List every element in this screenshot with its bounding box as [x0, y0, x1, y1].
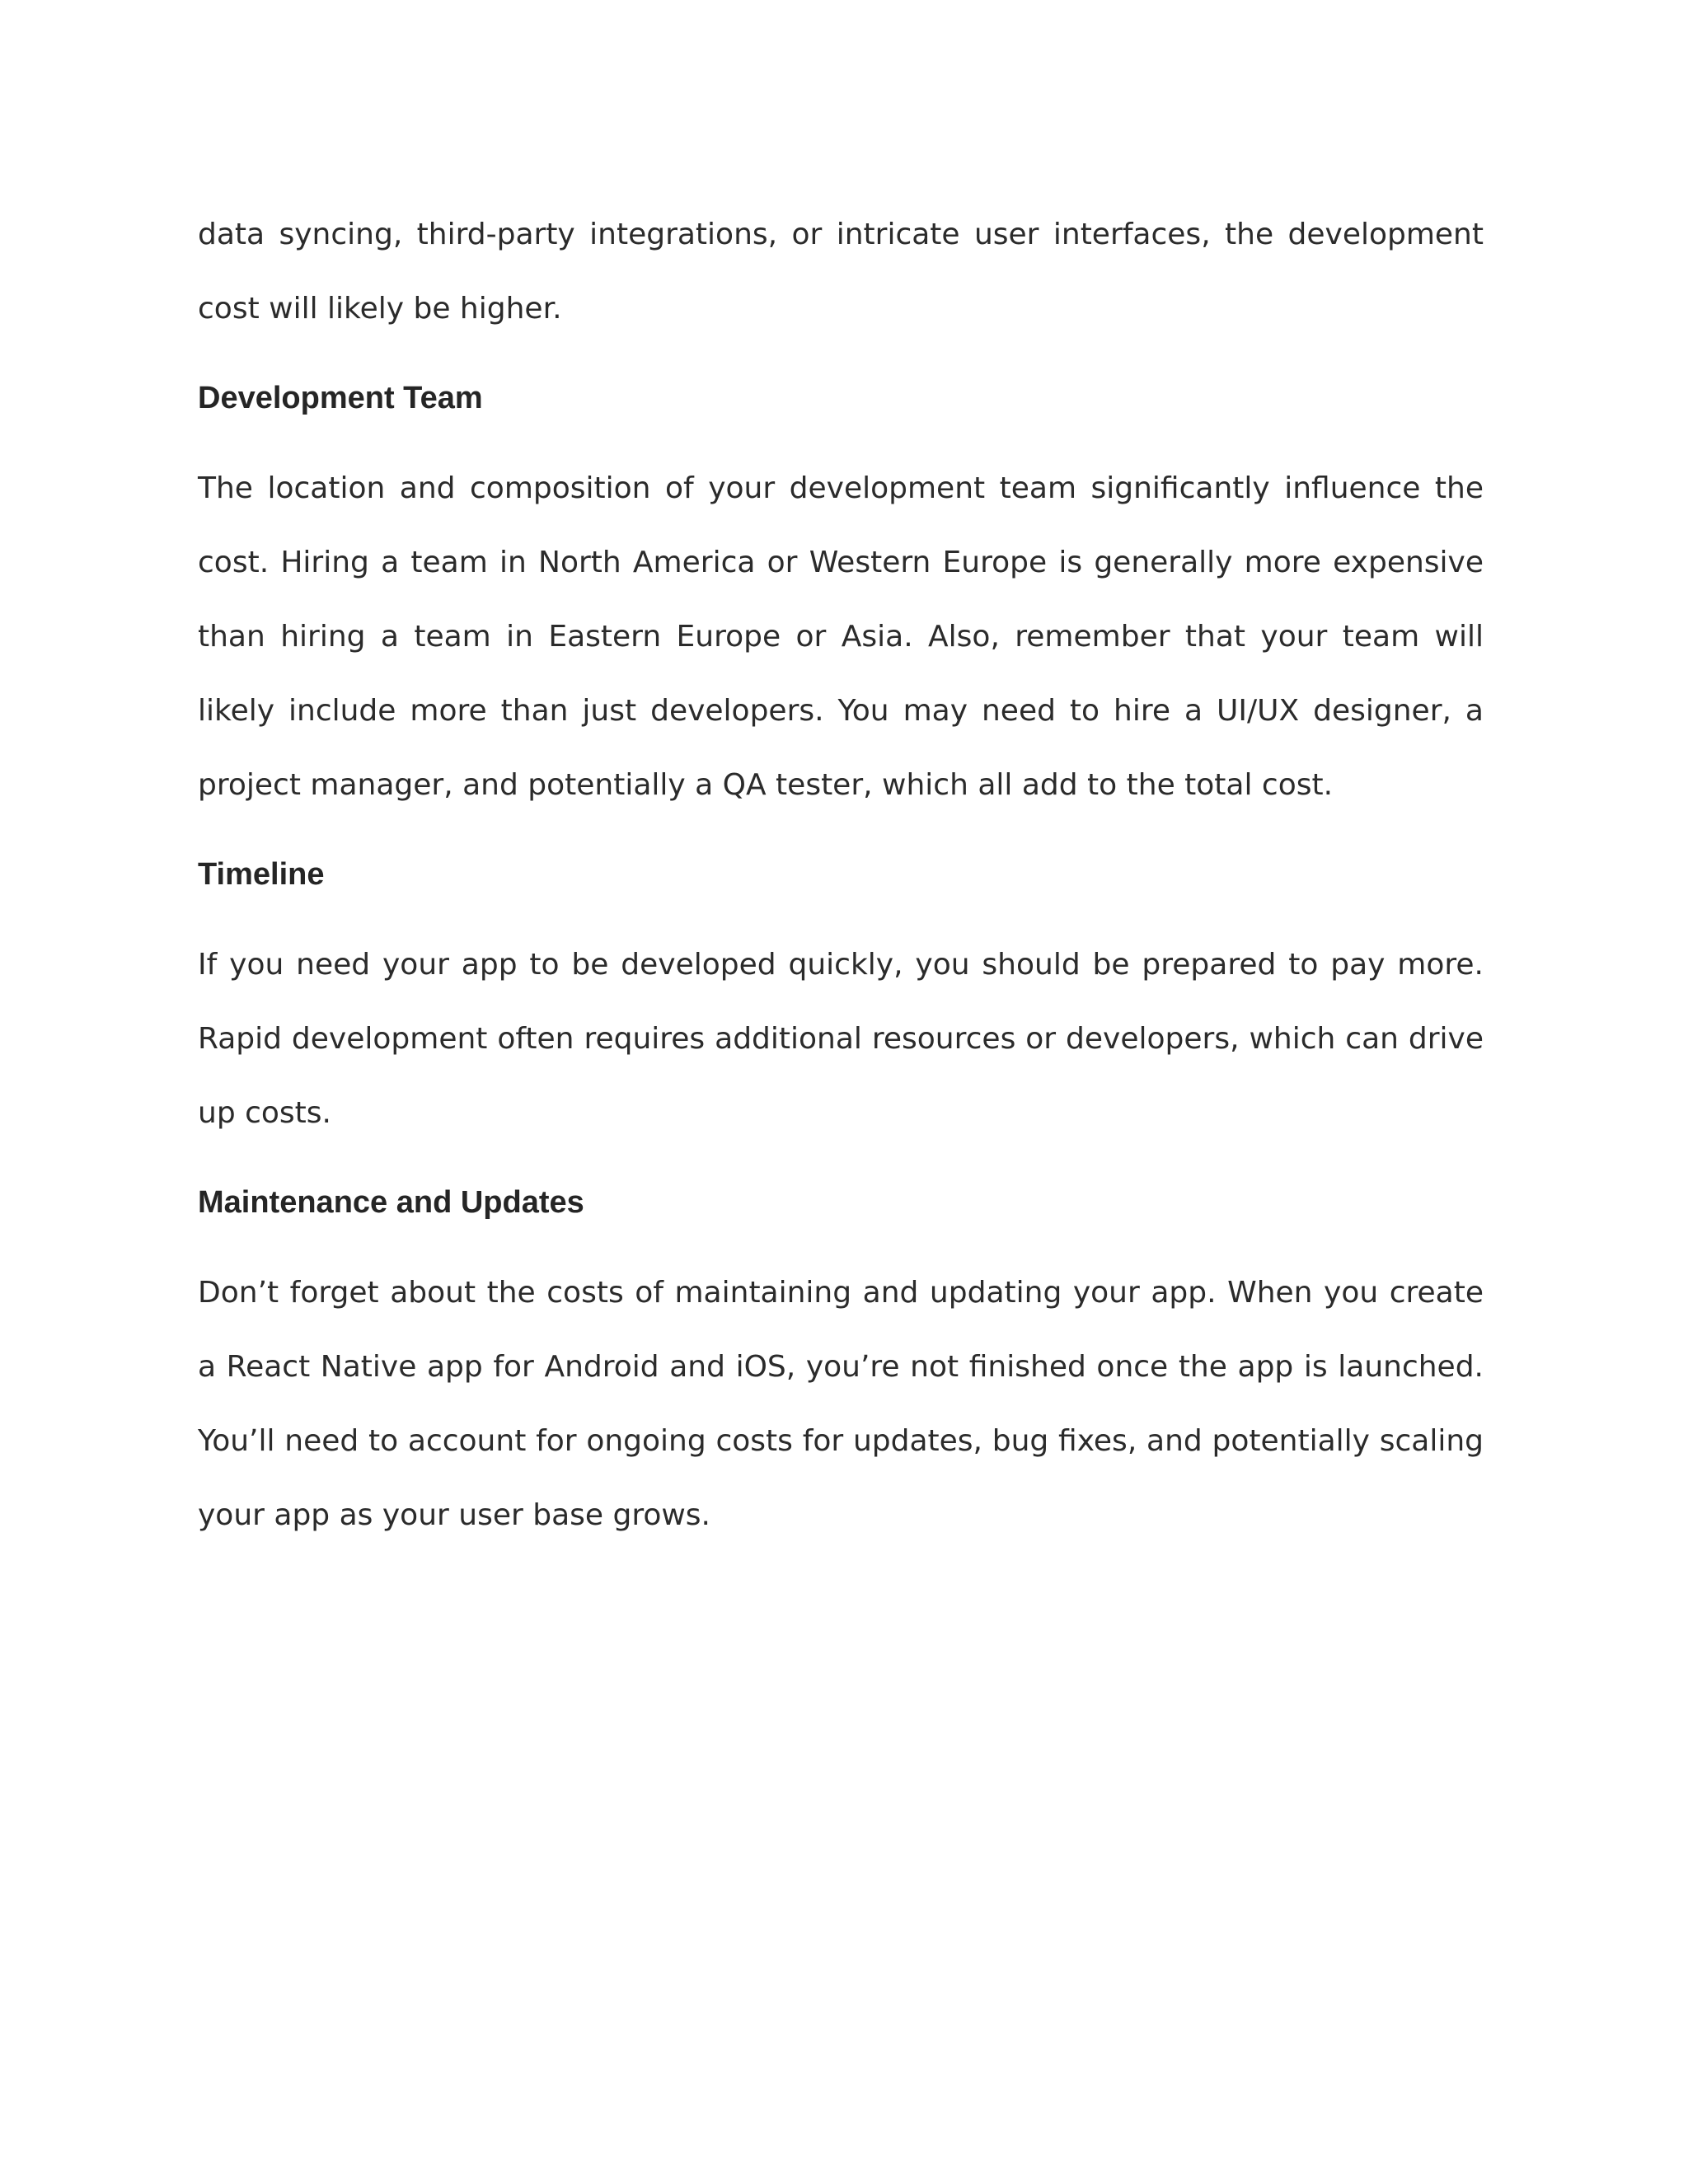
- intro-paragraph: data syncing, third-party integrations, or intricate user interfaces, the development cost will likely be higher.: [198, 218, 1484, 326]
- section-heading-maintenance-and-updates: Maintenance and Updates: [198, 1185, 584, 1220]
- section-heading-timeline: Timeline: [198, 857, 325, 892]
- document-body: [198, 198, 1484, 1553]
- section-paragraph-timeline: If you need your app to be developed quickly, you should be prepared to pay more. Rapid development often requires additional resources or developers, which can drive up costs.: [198, 948, 1484, 1130]
- section-heading-development-team: Development Team: [198, 381, 483, 415]
- section-paragraph-development-team: The location and composition of your development team significantly influence the cost. Hiring a team in North America or Western Europe is generally more expensive than hiring a team in Eastern Europe or Asia. Also, remember that your team will likely include more than just developers. You may need to hire a UI/UX designer, a project manager, and potentially a QA tester, which all add to the total cost.: [198, 471, 1484, 802]
- section-paragraph-maintenance-and-updates: Don’t forget about the costs of maintaining and updating your app. When you create a React Native app for Android and iOS, you’re not finished once the app is launched. You’ll need to account for ongoing costs for updates, bug fixes, and potentially scaling your app as your user base grows.: [198, 1276, 1484, 1532]
